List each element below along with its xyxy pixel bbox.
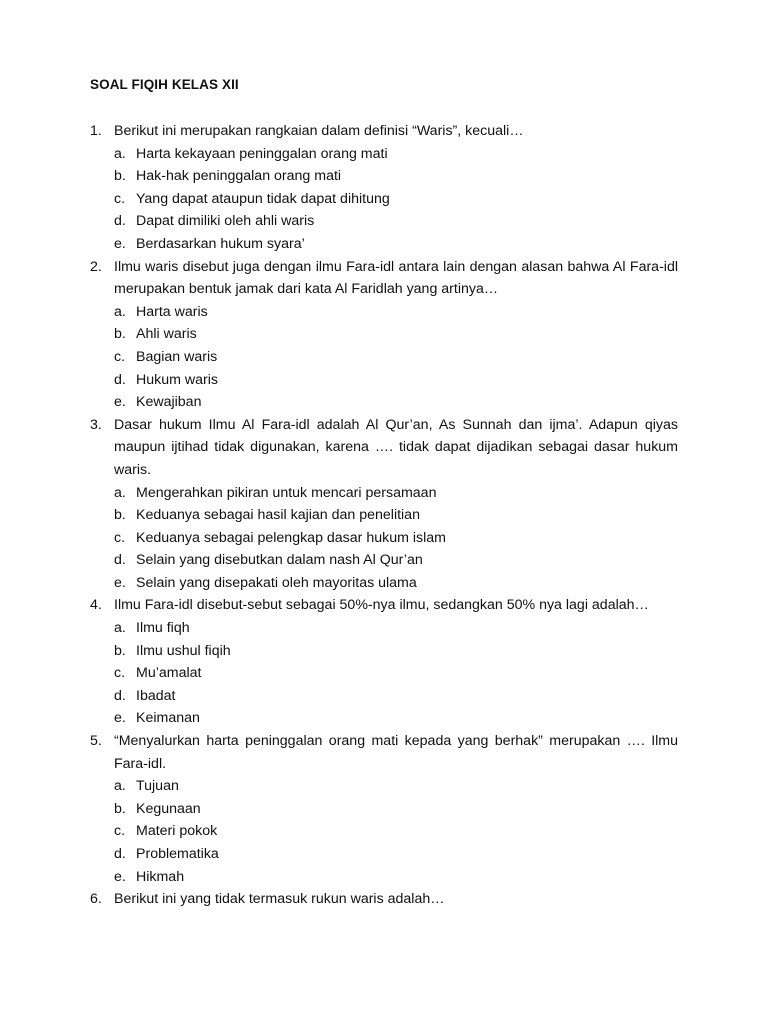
option-letter: d. bbox=[114, 552, 126, 569]
question-number: 2. bbox=[90, 258, 102, 275]
option-letter: b. bbox=[114, 507, 126, 524]
option-text: Harta kekayaan peninggalan orang mati bbox=[136, 145, 388, 162]
question-text: Ilmu Fara-idl disebut-sebut sebagai 50%-nya ilmu, sedangkan 50% nya lagi adalah… bbox=[114, 597, 649, 614]
option-text: Kegunaan bbox=[136, 800, 201, 817]
option-item bbox=[114, 210, 678, 233]
option-letter: a. bbox=[114, 778, 126, 795]
option-letter: b. bbox=[114, 326, 126, 343]
option-text: Kewajiban bbox=[136, 394, 202, 411]
option-letter: c. bbox=[114, 529, 126, 546]
question-list bbox=[90, 120, 678, 911]
option-text: Hukum waris bbox=[136, 371, 218, 388]
option-item bbox=[114, 685, 678, 708]
option-letter: c. bbox=[114, 190, 126, 207]
question-2 bbox=[90, 256, 678, 414]
option-text: Dapat dimiliki oleh ahli waris bbox=[136, 213, 315, 230]
option-item bbox=[114, 165, 678, 188]
option-text: Problematika bbox=[136, 846, 219, 862]
option-letter: d. bbox=[114, 213, 126, 230]
option-item bbox=[114, 482, 678, 505]
option-text: Berdasarkan hukum syara’ bbox=[136, 235, 305, 252]
option-text: Ahli waris bbox=[136, 326, 197, 343]
option-letter: e. bbox=[114, 235, 126, 252]
option-item bbox=[114, 323, 678, 346]
option-letter: a. bbox=[114, 620, 126, 637]
option-text: Materi pokok bbox=[136, 823, 218, 840]
question-4 bbox=[90, 594, 678, 730]
question-number: 1. bbox=[90, 123, 102, 139]
option-list bbox=[114, 301, 678, 414]
question-3 bbox=[90, 414, 678, 595]
option-text: Yang dapat ataupun tidak dapat dihitung bbox=[136, 190, 390, 207]
document-title: SOAL FIQIH KELAS XII bbox=[90, 77, 239, 92]
option-letter: d. bbox=[114, 371, 126, 388]
option-list bbox=[114, 775, 678, 888]
option-letter: a. bbox=[114, 145, 126, 162]
option-list bbox=[114, 617, 678, 730]
option-item bbox=[114, 369, 678, 392]
option-text: Bagian waris bbox=[136, 348, 218, 365]
option-item bbox=[114, 188, 678, 211]
option-item bbox=[114, 346, 678, 369]
option-item bbox=[114, 617, 678, 640]
question-6 bbox=[90, 888, 678, 911]
option-item bbox=[114, 843, 678, 866]
question-text: Berikut ini merupakan rangkaian dalam definisi “Waris”, kecuali… bbox=[114, 123, 524, 139]
option-item bbox=[114, 662, 678, 685]
option-letter: e. bbox=[114, 574, 126, 591]
option-item bbox=[114, 866, 678, 889]
option-item bbox=[114, 707, 678, 730]
option-text: Hikmah bbox=[136, 868, 185, 885]
option-letter: e. bbox=[114, 710, 126, 727]
option-text: Harta waris bbox=[136, 303, 208, 320]
question-number: 5. bbox=[90, 733, 102, 750]
option-item bbox=[114, 233, 678, 256]
option-item bbox=[114, 391, 678, 414]
option-letter: b. bbox=[114, 642, 126, 659]
option-letter: a. bbox=[114, 303, 126, 320]
question-number: 4. bbox=[90, 597, 102, 614]
option-text: Ibadat bbox=[136, 687, 176, 704]
option-text: Keimanan bbox=[136, 710, 200, 727]
question-1 bbox=[90, 120, 678, 256]
question-text: Ilmu waris disebut juga dengan ilmu Fara-idl antara lain dengan alasan bahwa Al Fara-idl merupakan bentuk jamak dari kata Al Faridlah yang artinya… bbox=[114, 258, 678, 298]
option-item bbox=[114, 798, 678, 821]
option-letter: e. bbox=[114, 868, 126, 885]
option-item bbox=[114, 143, 678, 166]
question-text: Berikut ini yang tidak termasuk rukun waris adalah… bbox=[114, 891, 445, 908]
option-letter: c. bbox=[114, 823, 126, 840]
option-letter: c. bbox=[114, 665, 126, 682]
question-5 bbox=[90, 730, 678, 888]
option-text: Ilmu ushul fiqih bbox=[136, 642, 231, 659]
option-item bbox=[114, 504, 678, 527]
question-number: 3. bbox=[90, 416, 102, 433]
option-text: Keduanya sebagai hasil kajian dan penelitian bbox=[136, 507, 420, 524]
option-letter: d. bbox=[114, 687, 126, 704]
option-text: Mu’amalat bbox=[136, 665, 202, 682]
question-text: “Menyalurkan harta peninggalan orang mati kepada yang berhak” merupakan …. Ilmu Fara-idl. bbox=[114, 733, 678, 772]
question-text: Dasar hukum Ilmu Al Fara-idl adalah Al Qur’an, As Sunnah dan ijma’. Adapun qiyas maupun ijtihad tidak digunakan, karena …. tidak dapat dijadikan sebagai dasar hukum waris. bbox=[114, 416, 678, 478]
question-number: 6. bbox=[90, 891, 102, 908]
option-text: Ilmu fiqh bbox=[136, 620, 190, 637]
option-letter: b. bbox=[114, 168, 126, 185]
option-item bbox=[114, 820, 678, 843]
option-text: Hak-hak peninggalan orang mati bbox=[136, 168, 342, 185]
option-text: Mengerahkan pikiran untuk mencari persamaan bbox=[136, 484, 437, 501]
option-text: Keduanya sebagai pelengkap dasar hukum islam bbox=[136, 529, 446, 546]
option-text: Tujuan bbox=[136, 778, 179, 795]
option-item bbox=[114, 640, 678, 663]
option-item bbox=[114, 572, 678, 595]
option-item bbox=[114, 775, 678, 798]
option-list bbox=[114, 143, 678, 256]
option-item bbox=[114, 549, 678, 572]
option-item bbox=[114, 527, 678, 550]
option-letter: b. bbox=[114, 800, 126, 817]
option-list bbox=[114, 482, 678, 595]
option-text: Selain yang disebutkan dalam nash Al Qur’an bbox=[136, 552, 423, 569]
option-letter: d. bbox=[114, 846, 126, 862]
option-text: Selain yang disepakati oleh mayoritas ulama bbox=[136, 574, 417, 591]
option-letter: a. bbox=[114, 484, 126, 501]
option-item bbox=[114, 301, 678, 324]
option-letter: c. bbox=[114, 348, 126, 365]
option-letter: e. bbox=[114, 394, 126, 411]
